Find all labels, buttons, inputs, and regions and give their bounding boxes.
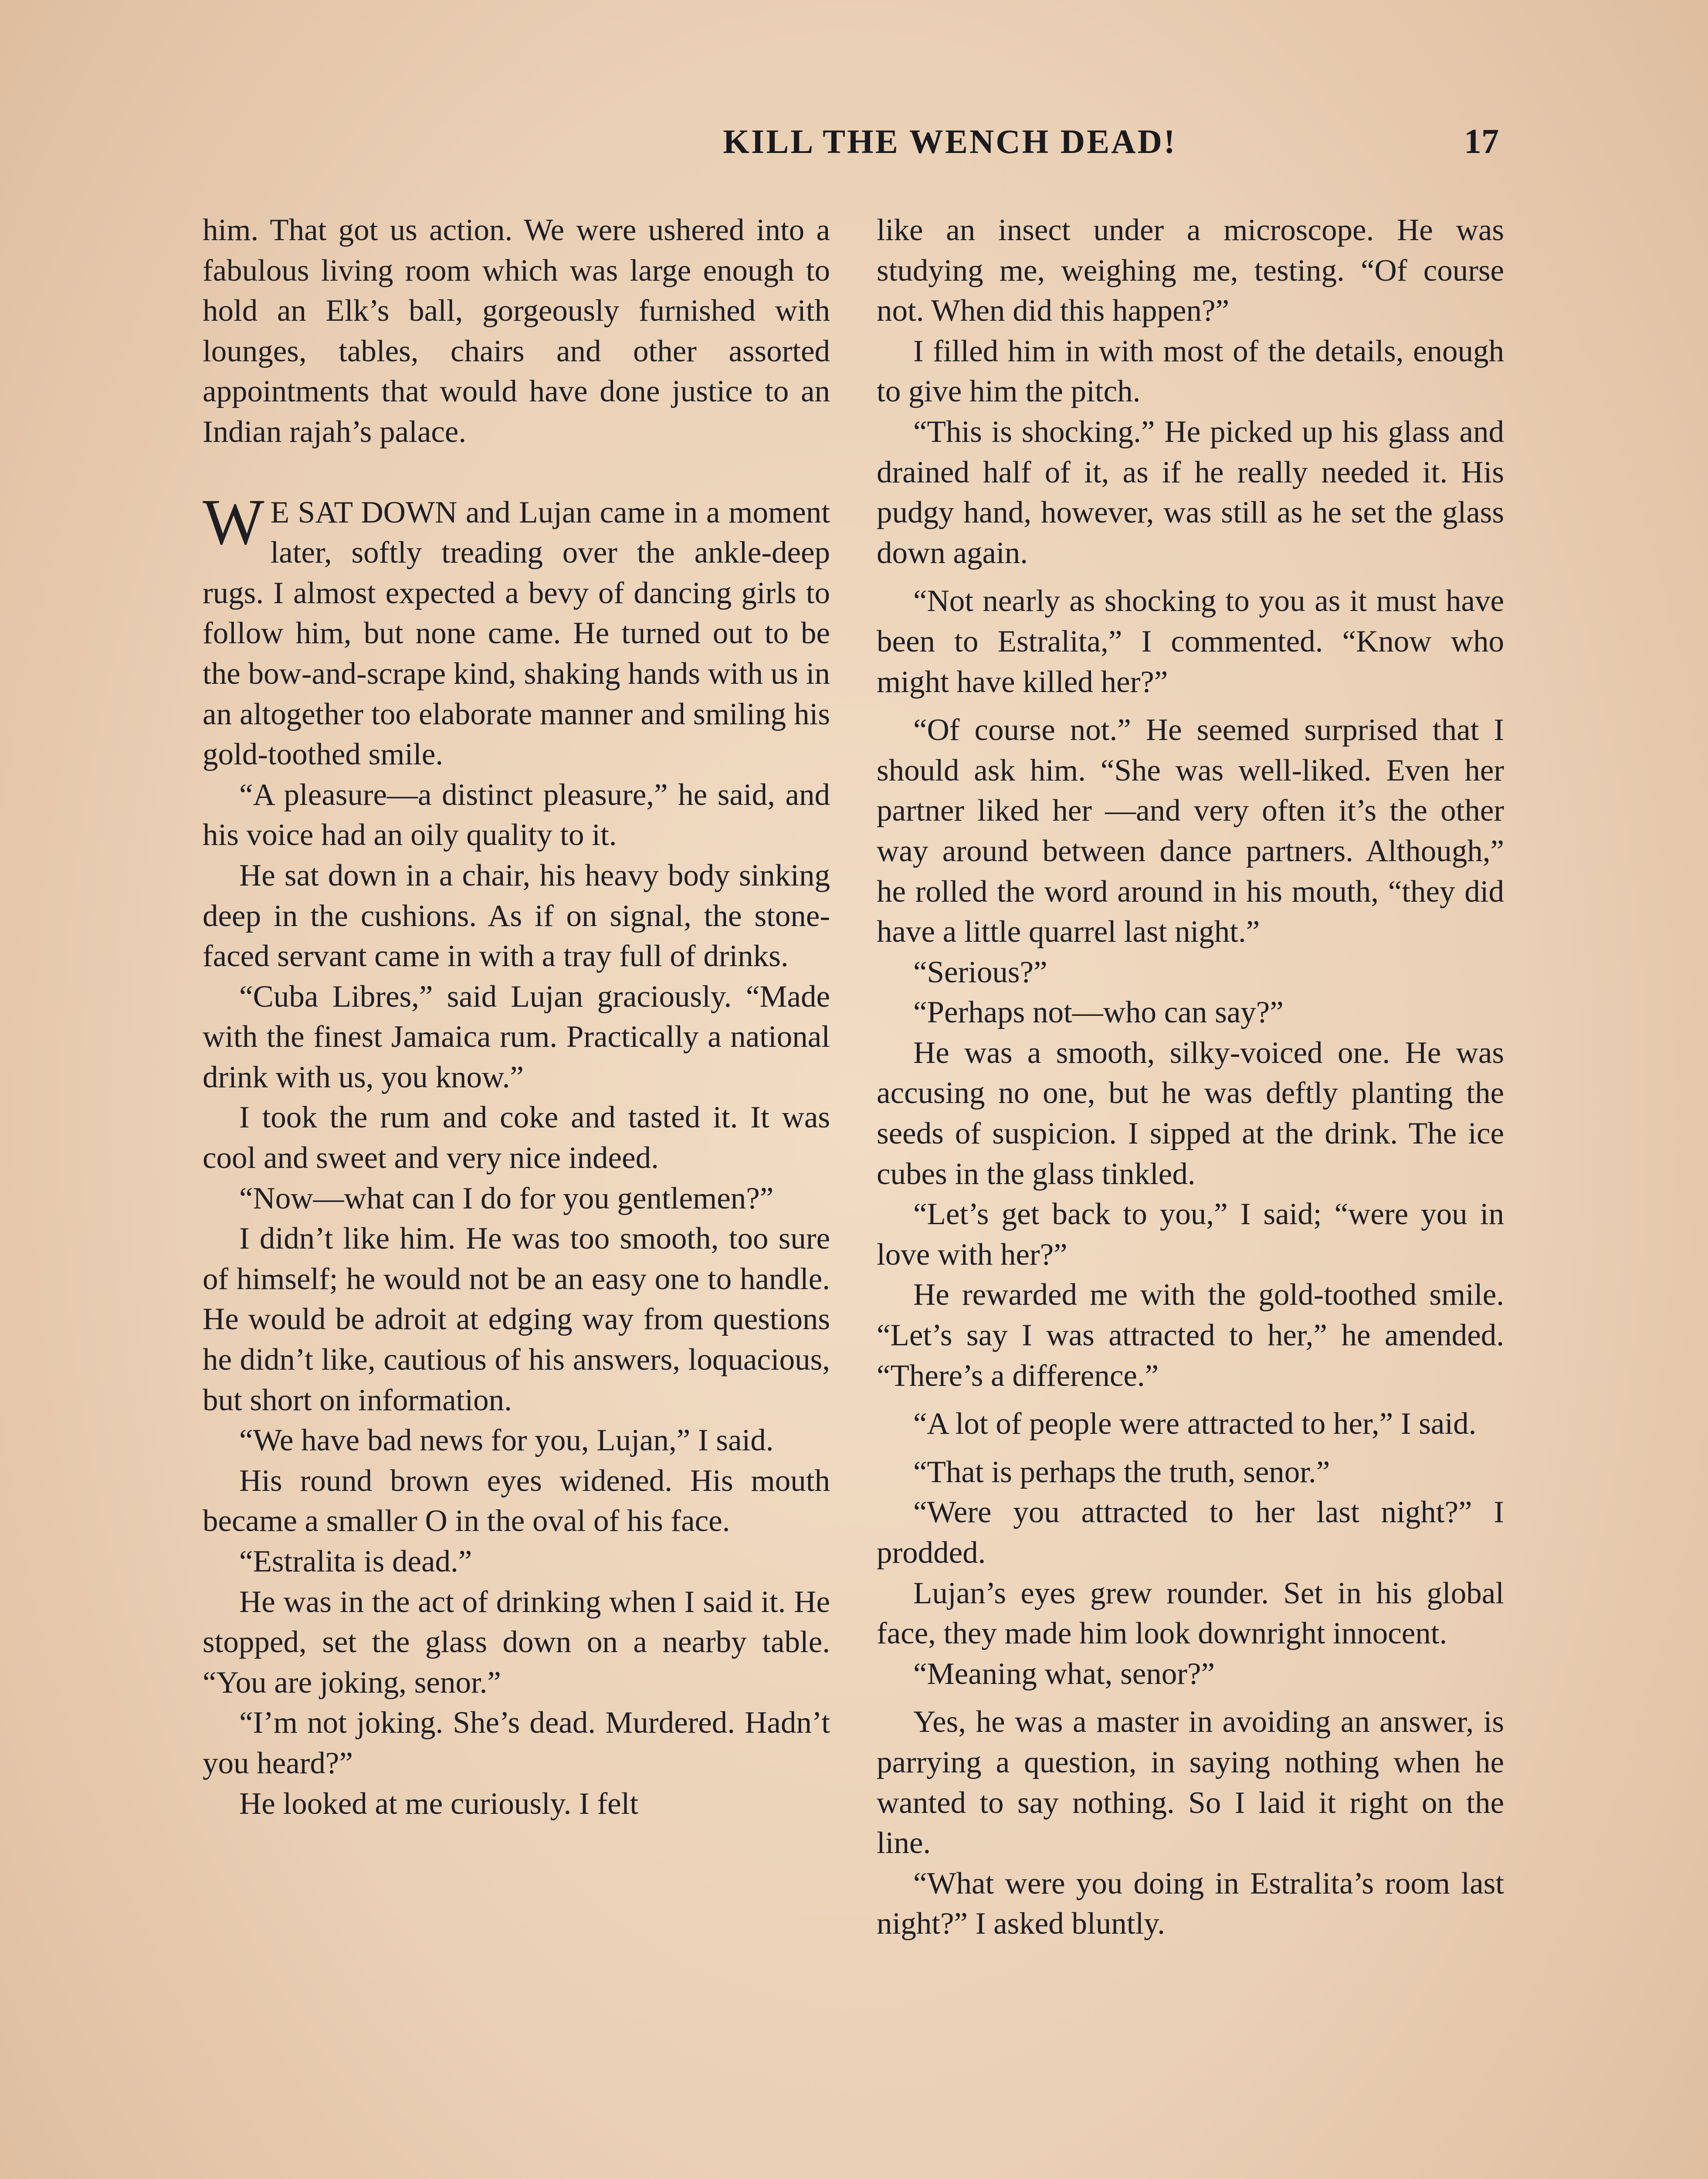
right-column: [877, 210, 1504, 1944]
paragraph: I took the rum and coke and tasted it. It was cool and sweet and very nice indeed.: [203, 1100, 830, 1175]
paragraph: “Were you attracted to her last night?” I prodded.: [877, 1495, 1504, 1570]
paragraph: He sat down in a chair, his heavy body sinking deep in the cushions. As if on signal, the stone-faced servant came in with a tray full of drinks.: [203, 858, 830, 974]
paragraph: “Meaning what, senor?”: [913, 1656, 1215, 1691]
paragraph: like an insect under a microscope. He was studying me, weighing me, testing. “Of course not. When did this happen?”: [877, 213, 1504, 328]
drop-cap: W: [203, 485, 264, 558]
paragraph: His round brown eyes widened. His mouth became a smaller O in the oval of his face.: [203, 1463, 830, 1538]
paragraph: “Let’s get back to you,” I said; “were you in love with her?”: [877, 1197, 1504, 1272]
paragraph-text: E SAT DOWN and Lujan came in a moment later, softly treading over the ankle-deep rugs. I almost expected a bevy of dancing girls to follow him, but none came. He turned out to be the bow-and-scrape kind, shaking hands with us in an altogether too elaborate manner and smiling his gold-toothed smile.: [203, 495, 830, 772]
paragraph: “Cuba Libres,” said Lujan graciously. “Made with the finest Jamaica rum. Practically a national drink with us, you know.”: [203, 979, 830, 1094]
paragraph: “Perhaps not—who can say?”: [913, 995, 1284, 1030]
left-column: [203, 210, 830, 1824]
paragraph: “Estralita is dead.”: [239, 1544, 472, 1578]
paragraph: I filled him in with most of the details, enough to give him the pitch.: [877, 334, 1504, 409]
paragraph: I didn’t like him. He was too smooth, too sure of himself; he would not be an easy one to handle. He would be adroit at edging way from questions he didn’t like, cautious of his answers, loquacious, but short on information.: [203, 1222, 830, 1417]
paragraph: He rewarded me with the gold-toothed smile. “Let’s say I was attracted to her,” he amended. “There’s a difference.”: [877, 1278, 1504, 1393]
dropcap-paragraph: [203, 485, 830, 775]
paragraph: Lujan’s eyes grew rounder. Set in his global face, they made him look downright innocent.: [877, 1576, 1504, 1651]
paragraph: him. That got us action. We were ushered into a fabulous living room which was large enough to hold an Elk’s ball, gorgeously furnished with lounges, tables, chairs and other assorted appointments that would have done justice to an Indian rajah’s palace.: [203, 213, 830, 449]
paragraph: “This is shocking.” He picked up his glass and drained half of it, as if he really needed it. His pudgy hand, however, was still as he set the glass down again.: [877, 414, 1504, 570]
paragraph: “I’m not joking. She’s dead. Murdered. Hadn’t you heard?”: [203, 1706, 830, 1780]
paragraph: “Serious?”: [913, 955, 1047, 989]
paragraph: He was a smooth, silky-voiced one. He was accusing no one, but he was deftly planting the seeds of suspicion. I sipped at the drink. The ice cubes in the glass tinkled.: [877, 1035, 1504, 1191]
paragraph: “A pleasure—a distinct pleasure,” he said, and his voice had an oily quality to it.: [203, 777, 830, 852]
paragraph: “What were you doing in Estralita’s room last night?” I asked bluntly.: [877, 1866, 1504, 1941]
paragraph: “That is perhaps the truth, senor.”: [913, 1455, 1330, 1489]
paragraph: “Now—what can I do for you gentlemen?”: [239, 1181, 774, 1215]
paragraph: “Of course not.” He seemed surprised that I should ask him. “She was well-liked. Even her partner liked her —and very often it’s the other way around between dance partners. Although,” he rolled the word around in his mouth, “they did have a little quarrel last night.”: [877, 713, 1504, 949]
page-number: 17: [1464, 122, 1499, 161]
running-header: KILL THE WENCH DEAD!: [723, 122, 1177, 160]
paragraph: “Not nearly as shocking to you as it must have been to Estralita,” I commented. “Know who might have killed her?”: [877, 584, 1504, 699]
paragraph: He looked at me curiously. I felt: [239, 1786, 639, 1821]
paragraph: He was in the act of drinking when I said it. He stopped, set the glass down on a nearby table. “You are joking, senor.”: [203, 1585, 830, 1700]
paragraph: Yes, he was a master in avoiding an answer, is parrying a question, in saying nothing when he wanted to say nothing. So I laid it right on the line.: [877, 1705, 1504, 1860]
paragraph: “A lot of people were attracted to her,” I said.: [913, 1407, 1477, 1441]
paragraph: “We have bad news for you, Lujan,” I said.: [239, 1423, 774, 1458]
